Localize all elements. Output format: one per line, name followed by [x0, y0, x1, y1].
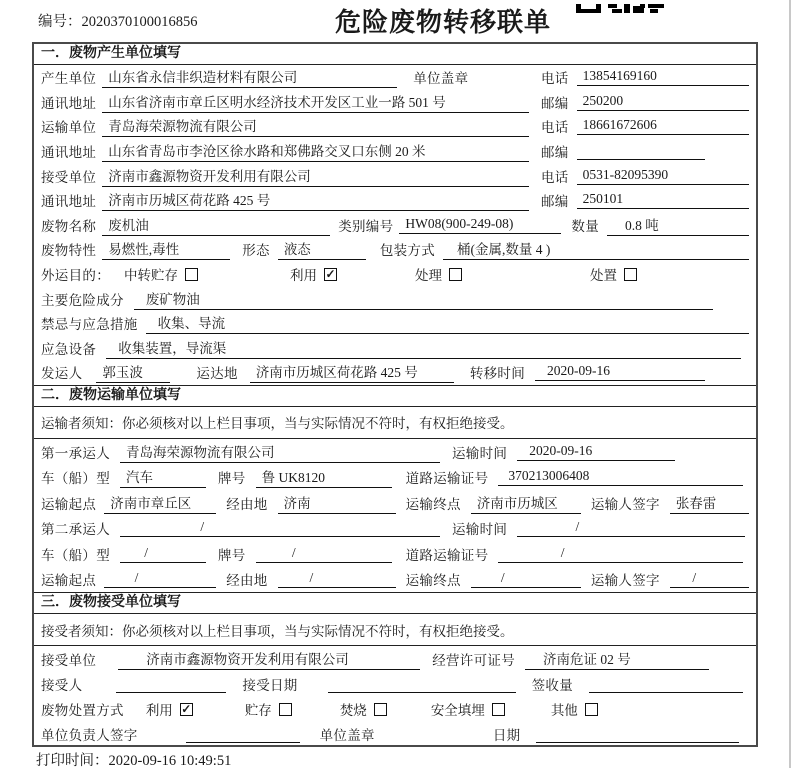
zip-label: 邮编 — [541, 145, 569, 161]
received-qty-value — [589, 676, 743, 693]
vehicle2-value: / — [120, 545, 206, 563]
option-label: 利用 — [290, 268, 317, 284]
transport-time-label: 运输时间 — [452, 445, 508, 461]
purpose-option-utilize — [290, 264, 337, 284]
section3-note: 接受者须知：你必须核对以上栏目事项，当与实际情况不符时，有权拒绝接受。 — [34, 614, 756, 646]
tel-label: 电话 — [541, 169, 569, 185]
option-label: 其他 — [550, 703, 578, 719]
zip-label: 邮编 — [541, 95, 569, 111]
row-disposal-method — [34, 697, 756, 722]
date-label: 日期 — [492, 728, 521, 744]
carrier1-label: 第一承运人 — [41, 445, 110, 461]
carrier-sign-label: 运输人签字 — [590, 496, 660, 512]
receiver-tel-value: 0531-82095390 — [577, 167, 749, 185]
row-waste-name — [34, 213, 756, 238]
disposal-option-incinerate — [340, 699, 387, 719]
via-label: 经由地 — [226, 573, 268, 589]
transport-time1-value: 2020-09-16 — [517, 443, 675, 461]
row-acceptor — [34, 671, 756, 696]
transfer-time-value: 2020-09-16 — [535, 363, 705, 381]
waste-name-label: 废物名称 — [41, 218, 97, 234]
receiver-label: 接受单位 — [41, 169, 97, 185]
row-taboo-measures — [34, 311, 756, 336]
producer-value: 山东省永信非织造材料有限公司 — [102, 66, 397, 88]
destination-label: 运达地 — [196, 366, 238, 382]
via-label: 经由地 — [226, 496, 268, 512]
section1-header: 一．废物产生单位填写 — [34, 44, 756, 65]
address-label: 通讯地址 — [41, 194, 97, 210]
character-value: 易燃性,毒性 — [102, 238, 230, 260]
receiver-value: 济南市鑫源物资开发利用有限公司 — [102, 165, 529, 187]
row-hazard-component — [34, 286, 756, 311]
responsible-sign-value — [186, 726, 300, 743]
checkbox-icon — [279, 703, 292, 716]
license-value: 济南危证 02 号 — [525, 648, 709, 670]
section1-body — [34, 65, 756, 385]
checkbox-icon — [492, 703, 505, 716]
sign2-value: / — [670, 570, 749, 588]
unit-seal-label: 单位盖章 — [319, 728, 375, 744]
dest2-value: / — [471, 570, 581, 588]
row-transporter-address — [34, 139, 756, 164]
transporter-address-value: 山东省青岛市李沧区徐水路和郑佛路交叉口东侧 20 米 — [102, 140, 529, 162]
via1-value: 济南 — [278, 492, 396, 514]
origin1-value: 济南市章丘区 — [104, 492, 216, 514]
vehicle-label: 车（船）型 — [41, 471, 110, 487]
transporter-tel-value: 18661672606 — [577, 117, 749, 135]
carrier2-label: 第二承运人 — [41, 522, 110, 538]
disposal-option-landfill — [431, 699, 505, 719]
option-label: 贮存 — [244, 703, 272, 719]
producer-address-value: 山东省济南市章丘区明水经济技术开发区工业一路 501 号 — [102, 91, 529, 113]
purpose-label: 外运目的： — [41, 268, 110, 284]
consignor-value: 郭玉波 — [96, 361, 170, 383]
transporter-value: 青岛海荣源物流有限公司 — [102, 115, 529, 137]
equipment-value: 收集装置，导流渠 — [106, 337, 741, 359]
acceptor-label: 接受人 — [41, 678, 83, 694]
row-accept-unit — [34, 646, 756, 671]
transport-time-label: 运输时间 — [452, 522, 508, 538]
row-vehicle2 — [34, 541, 756, 567]
disposal-option-other — [551, 699, 598, 719]
row-receiver — [34, 163, 756, 188]
row-transport-purpose — [34, 262, 756, 287]
road-permit-label: 道路运输证号 — [405, 547, 489, 563]
address-label: 通讯地址 — [41, 95, 97, 111]
zip-label: 邮编 — [541, 194, 569, 210]
transport-time2-value: / — [517, 519, 745, 537]
road-permit-label: 道路运输证号 — [405, 471, 489, 487]
section3-header: 三．废物接受单位填写 — [34, 592, 756, 614]
hazard-value: 废矿物油 — [134, 288, 713, 310]
dest1-value: 济南市历城区 — [471, 492, 581, 514]
permit1-value: 370213006408 — [498, 468, 743, 486]
row-producer-address — [34, 90, 756, 115]
disposal-option-utilize — [146, 699, 193, 719]
carrier-sign-label: 运输人签字 — [590, 573, 660, 589]
plate-label: 牌号 — [218, 547, 246, 563]
waste-name-value: 废机油 — [102, 214, 330, 236]
plate2-value: / — [256, 545, 392, 563]
purpose-option-treat — [415, 264, 462, 284]
checkbox-icon — [585, 703, 598, 716]
row-consignor — [34, 360, 756, 385]
carrier1-value: 青岛海荣源物流有限公司 — [120, 441, 440, 463]
accept-unit-label: 接受单位 — [41, 652, 97, 668]
license-label: 经营许可证号 — [432, 652, 516, 668]
row-emergency-equipment — [34, 336, 756, 361]
checkbox-icon: ✓ — [181, 701, 192, 716]
via2-value: / — [278, 570, 396, 588]
row-producer — [34, 65, 756, 90]
transfer-time-label: 转移时间 — [469, 366, 526, 382]
hazard-label: 主要危险成分 — [41, 292, 124, 308]
taboo-label: 禁忌与应急措施 — [41, 317, 138, 333]
permit2-value: / — [498, 545, 743, 563]
print-time-value: 2020-09-16 10:49:51 — [108, 753, 232, 768]
equipment-label: 应急设备 — [41, 341, 97, 357]
category-label: 类别编号 — [338, 218, 394, 234]
tel-label: 电话 — [541, 71, 569, 87]
checkbox-icon — [624, 268, 637, 281]
form-label: 形态 — [242, 243, 270, 259]
producer-zip-value: 250200 — [577, 93, 749, 111]
option-label: 处置 — [590, 268, 617, 284]
unit-seal-label: 单位盖章 — [413, 71, 469, 87]
receiver-address-value: 济南市历城区荷花路 425 号 — [102, 189, 529, 211]
option-label: 安全填埋 — [430, 703, 485, 719]
character-label: 废物特性 — [41, 243, 97, 259]
option-label: 利用 — [145, 703, 173, 719]
responsible-sign-label: 单位负责人签字 — [41, 728, 138, 744]
receiver-zip-value: 250101 — [577, 191, 749, 209]
row-carrier2 — [34, 516, 756, 542]
row-vehicle1 — [34, 464, 756, 490]
checkbox-icon — [185, 268, 198, 281]
page-title: 危险废物转移联单 — [334, 8, 551, 37]
sign1-value: 张春雷 — [670, 492, 749, 514]
plate-label: 牌号 — [218, 471, 246, 487]
disposal-label: 废物处置方式 — [41, 703, 124, 719]
print-time-label: 打印时间： — [36, 753, 109, 768]
option-label: 处理 — [415, 268, 442, 284]
producer-label: 产生单位 — [41, 71, 97, 87]
row-waste-character — [34, 237, 756, 262]
destination-value: 济南市历城区荷花路 425 号 — [250, 361, 454, 383]
carrier2-value: / — [120, 519, 440, 537]
purpose-option-dispose — [590, 264, 637, 284]
option-label: 焚烧 — [339, 703, 367, 719]
address-label: 通讯地址 — [41, 145, 97, 161]
row-route2 — [34, 567, 756, 593]
section3-body — [34, 646, 756, 747]
row-carrier1 — [34, 439, 756, 465]
purpose-option-storage — [124, 264, 198, 284]
dest-label: 运输终点 — [405, 496, 461, 512]
plate1-value: 鲁 UK8120 — [256, 466, 392, 488]
option-label: 中转贮存 — [124, 268, 178, 284]
row-route1 — [34, 490, 756, 516]
taboo-value: 收集、导流 — [146, 312, 749, 334]
transporter-label: 运输单位 — [41, 120, 97, 136]
disposal-option-storage — [245, 699, 292, 719]
packing-value: 桶(金属,数量 4 ) — [443, 238, 749, 260]
print-time — [36, 749, 231, 768]
serial-label: 编号： — [38, 14, 82, 30]
received-qty-label: 签收量 — [531, 678, 574, 694]
category-value: HW08(900-249-08) — [399, 216, 561, 234]
dest-label: 运输终点 — [405, 573, 461, 589]
vehicle1-value: 汽车 — [120, 466, 206, 488]
page-right-edge — [789, 0, 791, 768]
accept-unit-value: 济南市鑫源物资开发利用有限公司 — [118, 648, 420, 670]
section2-note: 运输者须知：你必须核对以上栏目事项，当与实际情况不符时，有权拒绝接受。 — [34, 407, 756, 439]
section2-header: 二．废物运输单位填写 — [34, 385, 756, 407]
qr-code-fragment-icon — [576, 0, 664, 18]
form-value: 液态 — [278, 238, 366, 260]
quantity-label: 数量 — [571, 218, 600, 234]
origin-label: 运输起点 — [41, 573, 97, 589]
origin-label: 运输起点 — [41, 496, 97, 512]
origin2-value: / — [104, 570, 216, 588]
row-transporter — [34, 114, 756, 139]
tel-label: 电话 — [541, 120, 569, 136]
row-receiver-address — [34, 188, 756, 213]
consignor-label: 发运人 — [41, 366, 83, 382]
vehicle-label: 车（船）型 — [41, 547, 110, 563]
transporter-zip-value — [577, 143, 705, 160]
checkbox-icon: ✓ — [325, 266, 336, 281]
checkbox-icon — [449, 268, 462, 281]
date-value — [536, 726, 739, 743]
checkbox-icon — [374, 703, 387, 716]
row-responsible-sign — [34, 722, 756, 747]
form-table — [32, 42, 758, 747]
packing-label: 包装方式 — [379, 243, 436, 259]
quantity-value: 0.8 吨 — [607, 214, 749, 236]
serial-value: 2020370100016856 — [81, 14, 198, 30]
accept-date-label: 接受日期 — [242, 678, 298, 694]
producer-tel-value: 13854169160 — [577, 68, 749, 86]
accept-date-value — [328, 676, 516, 693]
section2-body — [34, 439, 756, 593]
acceptor-value — [116, 676, 226, 693]
